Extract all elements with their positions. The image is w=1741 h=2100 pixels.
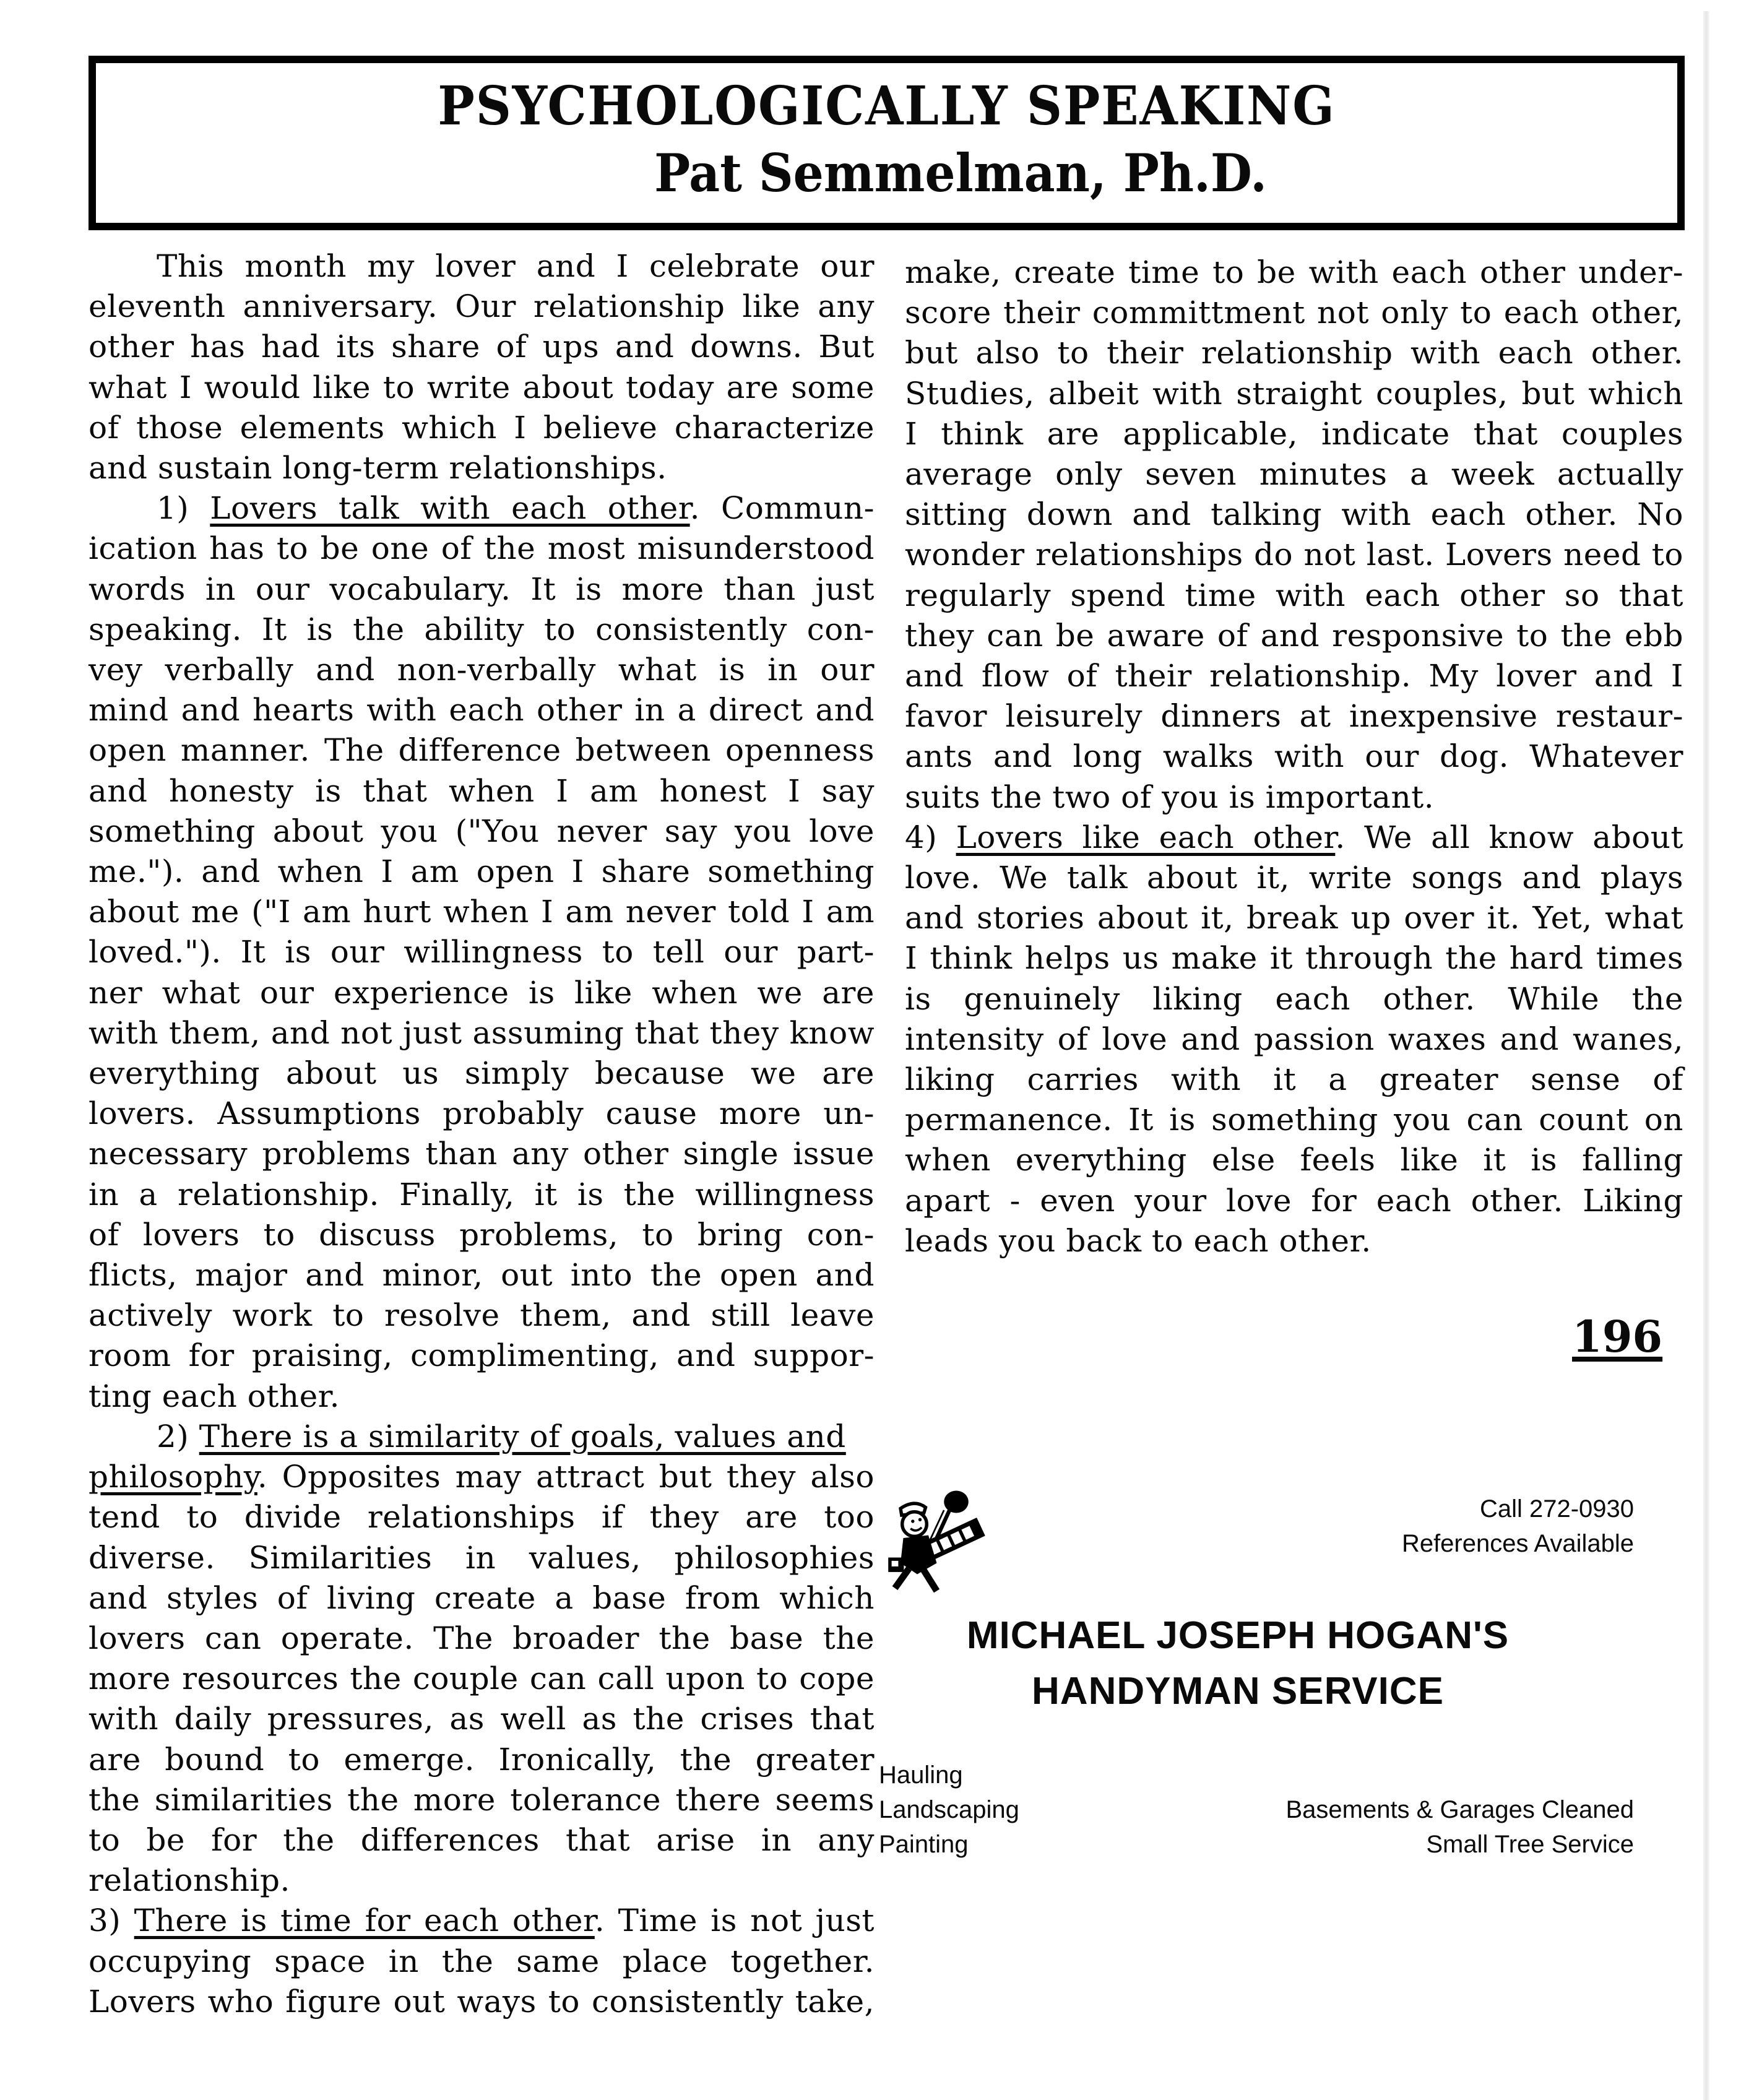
- section-heading-underlined: philosophy: [89, 1459, 257, 1495]
- article-line: sitting down and talking with each other. No: [905, 496, 1683, 533]
- article-line: in a relationship. Finally, it is the willingness: [89, 1176, 875, 1212]
- article-line: the similarities the more tolerance there seems: [89, 1781, 875, 1818]
- article-line: love. We talk about it, write songs and plays: [905, 860, 1683, 896]
- article-line: regularly spend time with each other so that: [905, 577, 1683, 613]
- article-line: mind and hearts with each other in a direct and: [89, 692, 875, 728]
- article-line: me."). and when I am open I share something: [89, 853, 875, 890]
- article-line: with daily pressures, as well as the crises that: [89, 1701, 875, 1737]
- article-line: ication has to be one of the most misunderstood: [89, 530, 875, 567]
- article-line: and sustain long-term relationships.: [89, 450, 667, 486]
- ad-service-item: Painting: [879, 1831, 969, 1858]
- article-line: tend to divide relationships if they are too: [89, 1499, 875, 1536]
- article-line: and stories about it, break up over it. Yet, what: [905, 900, 1683, 936]
- article-line: about me ("I am hurt when I am never told I am: [89, 894, 875, 930]
- section-heading-underlined: There is time for each other: [134, 1903, 595, 1939]
- ad-headline: [879, 1608, 1597, 1719]
- article-line: diverse. Similarities in values, philosophies: [89, 1539, 875, 1576]
- article-line: words in our vocabulary. It is more than just: [89, 571, 875, 607]
- article-line: more resources the couple can call upon to cope: [89, 1661, 875, 1697]
- article-line: is genuinely liking each other. While the: [905, 980, 1683, 1017]
- ad-services-left: [879, 1758, 1019, 1862]
- line-text: . Commun-: [689, 490, 875, 527]
- article-line: but also to their relationship with each other.: [905, 335, 1683, 371]
- article-line: lovers. Assumptions probably cause more un-: [89, 1095, 875, 1132]
- list-number: 4): [905, 819, 956, 855]
- article-line: something about you ("You never say you love: [89, 813, 875, 849]
- article-line: ants and long walks with our dog. Whatever: [905, 738, 1683, 775]
- article-line: make, create time to be with each other under-: [905, 254, 1683, 290]
- article-line: and styles of living create a base from which: [89, 1579, 875, 1616]
- section-heading-underlined: There is a similarity of goals, values and: [199, 1418, 846, 1454]
- section-heading-underlined: Lovers talk with each other: [210, 490, 690, 527]
- article-line: [89, 1457, 875, 1497]
- ad-headline-line1: MICHAEL JOSEPH HOGAN'S: [966, 1614, 1510, 1657]
- article-line: when everything else feels like it is falling: [905, 1142, 1683, 1178]
- list-number: 2): [157, 1418, 199, 1454]
- list-number: 3): [89, 1903, 134, 1939]
- article-line: occupying space in the same place together.: [89, 1943, 875, 1979]
- article-line: flicts, major and minor, out into the open and: [89, 1257, 875, 1294]
- article-line: wonder relationships do not last. Lovers need to: [905, 537, 1683, 573]
- article-left-column: [89, 246, 875, 2022]
- ad-references: References Available: [1401, 1530, 1634, 1557]
- article-line: with them, and not just assuming that they know: [89, 1014, 875, 1051]
- article-line: apart - even your love for each other. Liking: [905, 1182, 1683, 1219]
- ad-service-item: Hauling: [879, 1761, 963, 1789]
- article-line: everything about us simply because we are: [89, 1055, 875, 1092]
- article-line: vey verbally and non-verbally what is in our: [89, 652, 875, 688]
- ad-contact-info: [1402, 1492, 1634, 1561]
- handyman-cartoon-icon: [884, 1476, 995, 1600]
- article-line: intensity of love and passion waxes and wanes,: [905, 1021, 1683, 1057]
- page-number: 196: [1572, 1311, 1663, 1362]
- article-line: [89, 1417, 875, 1457]
- article-line: Studies, albeit with straight couples, but which: [905, 375, 1683, 412]
- article-line: are bound to emerge. Ironically, the greater: [89, 1741, 875, 1778]
- ad-phone: Call 272-0930: [1479, 1495, 1634, 1523]
- article-line: score their committment not only to each other,: [905, 295, 1683, 331]
- article-line: to be for the differences that arise in any: [89, 1821, 875, 1858]
- article-line: relationship.: [89, 1862, 290, 1899]
- line-text: . Opposites may attract but they also: [257, 1459, 875, 1495]
- article-line: [89, 488, 875, 529]
- section-heading-underlined: Lovers like each other: [956, 819, 1336, 855]
- column-header-box: [89, 56, 1685, 230]
- article-line: other has had its share of ups and downs. But: [89, 329, 875, 365]
- ad-services-right: [1285, 1792, 1634, 1862]
- scan-edge-shadow: [1703, 11, 1709, 2100]
- article-line: suits the two of you is important.: [905, 779, 1435, 815]
- article-line: liking carries with it a greater sense of: [905, 1061, 1683, 1098]
- article-line: lovers can operate. The broader the base the: [89, 1620, 875, 1656]
- article-line: speaking. It is the ability to consistently con-: [89, 611, 875, 647]
- article-line: I think are applicable, indicate that couples: [905, 415, 1683, 452]
- article-line: they can be aware of and responsive to the ebb: [905, 617, 1683, 654]
- article-line: permanence. It is something you can count on: [905, 1102, 1683, 1138]
- article-line: and honesty is that when I am honest I say: [89, 772, 875, 809]
- article-line: and flow of their relationship. My lover and I: [905, 658, 1683, 694]
- ad-service-item: Landscaping: [879, 1796, 1019, 1823]
- article-line: favor leisurely dinners at inexpensive restaur-: [905, 698, 1683, 735]
- article-line: [905, 818, 1683, 858]
- article-line: ner what our experience is like when we are: [89, 974, 875, 1011]
- article-line: Lovers who figure out ways to consistently take,: [89, 1983, 875, 2020]
- article-line: actively work to resolve them, and still leave: [89, 1297, 875, 1334]
- article-line: eleventh anniversary. Our relationship like any: [89, 288, 875, 325]
- article-right-column: [905, 253, 1683, 1261]
- article-line: leads you back to each other.: [905, 1222, 1372, 1259]
- article-line: open manner. The difference between openness: [89, 732, 875, 769]
- article-line: of lovers to discuss problems, to bring con-: [89, 1216, 875, 1253]
- article-line: loved."). It is our willingness to tell our part-: [89, 934, 875, 970]
- ad-service-item: Small Tree Service: [1426, 1831, 1634, 1858]
- column-title: PSYCHOLOGICALLY SPEAKING: [438, 75, 1336, 137]
- article-line: what I would like to write about today are some: [89, 369, 875, 405]
- article-line: [89, 1901, 875, 1941]
- list-number: 1): [157, 490, 210, 527]
- article-line: ting each other.: [89, 1378, 340, 1414]
- article-line: This month my lover and I celebrate our: [157, 248, 875, 284]
- line-text: . Time is not just: [594, 1903, 875, 1939]
- article-line: average only seven minutes a week actually: [905, 456, 1683, 493]
- ad-headline-line2: HANDYMAN SERVICE: [1032, 1670, 1444, 1713]
- handyman-advertisement: [879, 1473, 1634, 1875]
- article-line: room for praising, complimenting, and suppor-: [89, 1337, 875, 1374]
- ad-service-item: Basements & Garages Cleaned: [1285, 1796, 1634, 1823]
- article-line: I think helps us make it through the hard times: [905, 940, 1683, 977]
- article-line: of those elements which I believe characterize: [89, 409, 875, 446]
- line-text: . We all know about: [1335, 819, 1683, 855]
- article-line: necessary problems than any other single issue: [89, 1136, 875, 1172]
- author-byline: Pat Semmelman, Ph.D.: [654, 142, 1268, 204]
